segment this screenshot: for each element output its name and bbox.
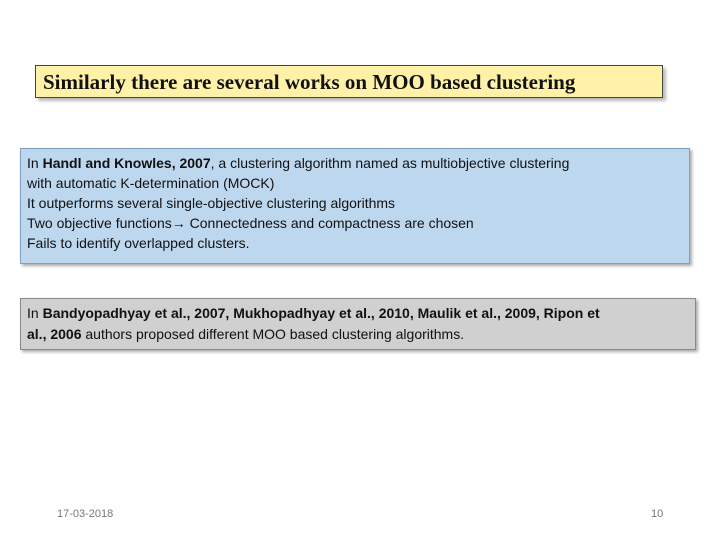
- footer-date: 17-03-2018: [57, 508, 114, 520]
- blue-box-line-2: with automatic K-determination (MOCK): [27, 175, 275, 191]
- blue-box-line-3: It outperforms several single-objective clustering algorithms: [27, 195, 396, 211]
- line4-prefix: Two objective functions: [27, 215, 172, 231]
- slide-title-box: [35, 65, 663, 98]
- gray-rest: authors proposed different MOO based clustering algorithms.: [81, 326, 465, 342]
- line1-rest: , a clustering algorithm named as multiobjective clustering: [210, 155, 570, 171]
- blue-box-line-4: [27, 213, 683, 233]
- gray-prefix: In: [27, 305, 43, 321]
- line4-rest: Connectedness and compactness are chosen: [185, 215, 474, 231]
- slide-title: Similarly there are several works on MOO based clustering: [43, 70, 576, 94]
- other-works-box: [20, 298, 696, 350]
- citations-line-2: al., 2006: [27, 326, 82, 342]
- blue-box-line-5: Fails to identify overlapped clusters.: [27, 235, 250, 251]
- citation-handl-knowles: Handl and Knowles, 2007: [42, 155, 211, 171]
- line1-prefix: In: [27, 155, 43, 171]
- citations-line-1: Bandyopadhyay et al., 2007, Mukhopadhyay et al., 2010, Maulik et al., 2009, Ripon et: [42, 305, 600, 321]
- gray-box-line-1: [27, 303, 689, 324]
- blue-box-line-1: [27, 153, 683, 173]
- page-number: 10: [651, 508, 664, 520]
- mock-summary-box: [20, 148, 690, 264]
- gray-box-line-2: [27, 324, 689, 345]
- right-arrow-icon: →: [171, 215, 186, 231]
